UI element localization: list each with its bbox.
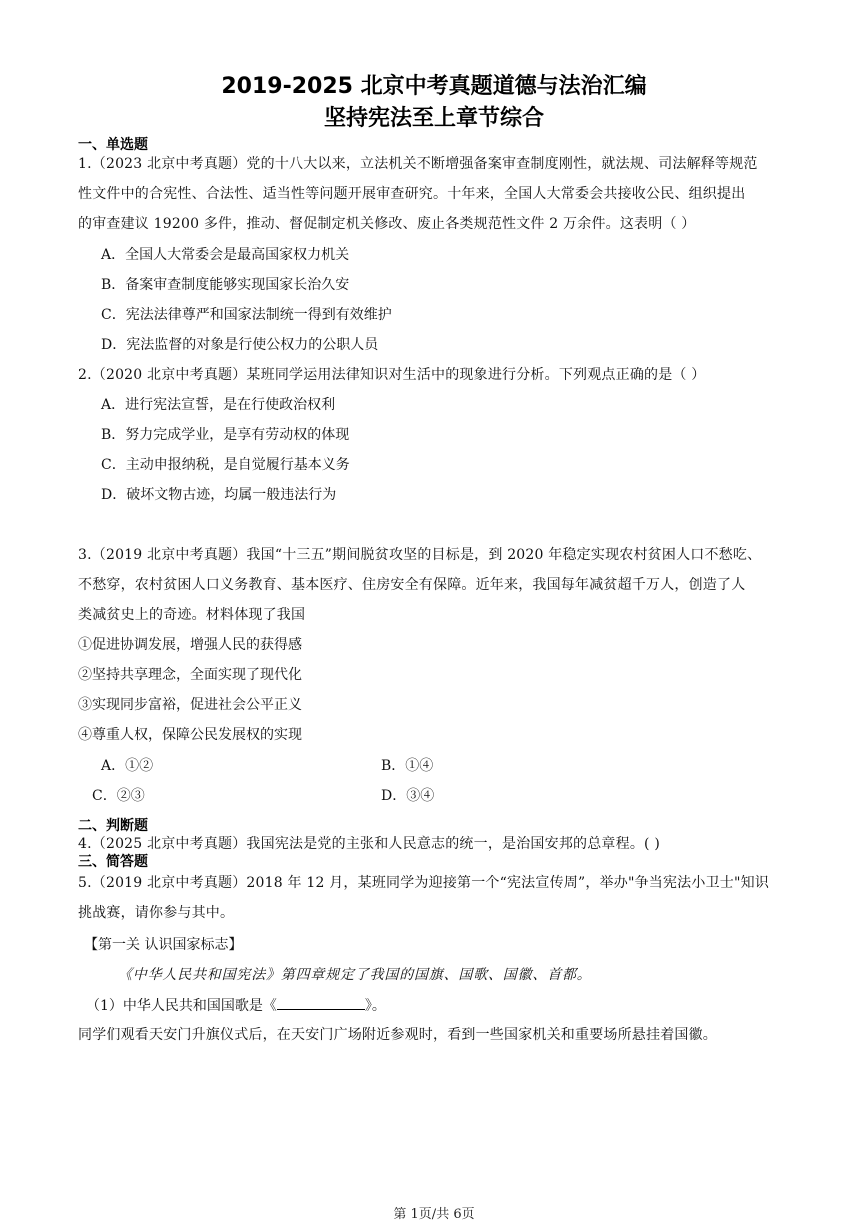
question-3-statement: ②坚持共享理念，全面实现了现代化: [78, 667, 302, 683]
question-1-option-c: C．宪法法律尊严和国家法制统一得到有效维护: [101, 307, 392, 323]
question-1-line: 的审查建议 19200 多件，推动、督促制定机关修改、废止各类规范性文件 2 万余件。这表明（ ）: [78, 216, 696, 232]
question-5-line: 挑战赛，请你参与其中。: [78, 905, 235, 921]
question-2-line: 2.（2020 北京中考真题）某班同学运用法律知识对生活中的现象进行分析。下列观点正确的是（ ）: [78, 367, 706, 383]
question-3-option-a: A．①②: [101, 758, 154, 774]
question-5-line: 5.（2019 北京中考真题）2018 年 12 月，某班同学为迎接第一个“宪法宣传周”，举办"争当宪法小卫士"知识: [78, 875, 770, 891]
question-1-line: 性文件中的合宪性、合法性、适当性等问题开展审查研究。十年来，全国人大常委会共接收公民、组织提出: [78, 186, 746, 202]
question-3-line: 3.（2019 北京中考真题）我国“十三五”期间脱贫攻坚的目标是，到 2020 年稳定实现农村贫困人口不愁吃、: [78, 547, 762, 563]
document-title-line2: 坚持宪法至上章节综合: [323, 106, 544, 131]
question-3-option-d: D．③④: [381, 788, 435, 804]
question-5-quote: 《中华人民共和国宪法》第四章规定了我国的国旗、国歌、国徽、首都。: [118, 967, 592, 983]
question-1-option-d: D．宪法监督的对象是行使公权力的公职人员: [101, 337, 379, 353]
question-2-option-a: A．进行宪法宣誓，是在行使政治权利: [101, 397, 336, 413]
question-3-statement: ③实现同步富裕，促进社会公平正义: [78, 697, 302, 713]
question-5-subquestion-1: [86, 995, 386, 1016]
subquestion-1-prefix: （1）中华人民共和国国歌是《: [86, 998, 277, 1014]
section-heading-short-answer: 三、简答题: [78, 854, 148, 870]
question-3-statement: ④尊重人权，保障公民发展权的实现: [78, 727, 302, 743]
question-5-context: 同学们观看天安门升旗仪式后，在天安门广场附近参观时，看到一些国家机关和重要场所悬挂着国徽。: [78, 1027, 717, 1043]
question-2-option-c: C．主动申报纳税，是自觉履行基本义务: [101, 457, 350, 473]
question-3-line: 类减贫史上的奇迹。材料体现了我国: [78, 607, 306, 623]
section-heading-single-choice: 一、单选题: [78, 137, 148, 153]
question-2-option-d: D．破坏文物古迹，均属一般违法行为: [101, 487, 337, 503]
question-2-option-b: B．努力完成学业，是享有劳动权的体现: [101, 427, 350, 443]
page-footer: 第 1页/共 6页: [393, 1207, 475, 1222]
document-title-line1: 2019-2025 北京中考真题道德与法治汇编: [221, 74, 647, 99]
question-1-option-b: B．备案审查制度能够实现国家长治久安: [101, 277, 350, 293]
question-3-option-c: C．②③: [92, 788, 145, 804]
question-5-stage-heading: 【第一关 认识国家标志】: [84, 937, 243, 953]
question-3-line: 不愁穿，农村贫困人口义务教育、基本医疗、住房安全有保障。近年来，我国每年减贫超千万人，创造了人: [78, 577, 746, 593]
subquestion-1-suffix: 》。: [364, 998, 386, 1014]
answer-blank[interactable]: [277, 995, 365, 1010]
question-1-line: 1.（2023 北京中考真题）党的十八大以来，立法机关不断增强备案审查制度刚性，就法规、司法解释等规范: [78, 156, 758, 172]
question-1-option-a: A．全国人大常委会是最高国家权力机关: [101, 247, 350, 263]
question-3-option-b: B．①④: [381, 758, 434, 774]
section-heading-judgement: 二、判断题: [78, 818, 148, 834]
question-3-statement: ①促进协调发展，增强人民的获得感: [78, 637, 302, 653]
question-4-line: 4.（2025 北京中考真题）我国宪法是党的主张和人民意志的统一，是治国安邦的总章程。( ): [78, 836, 661, 852]
